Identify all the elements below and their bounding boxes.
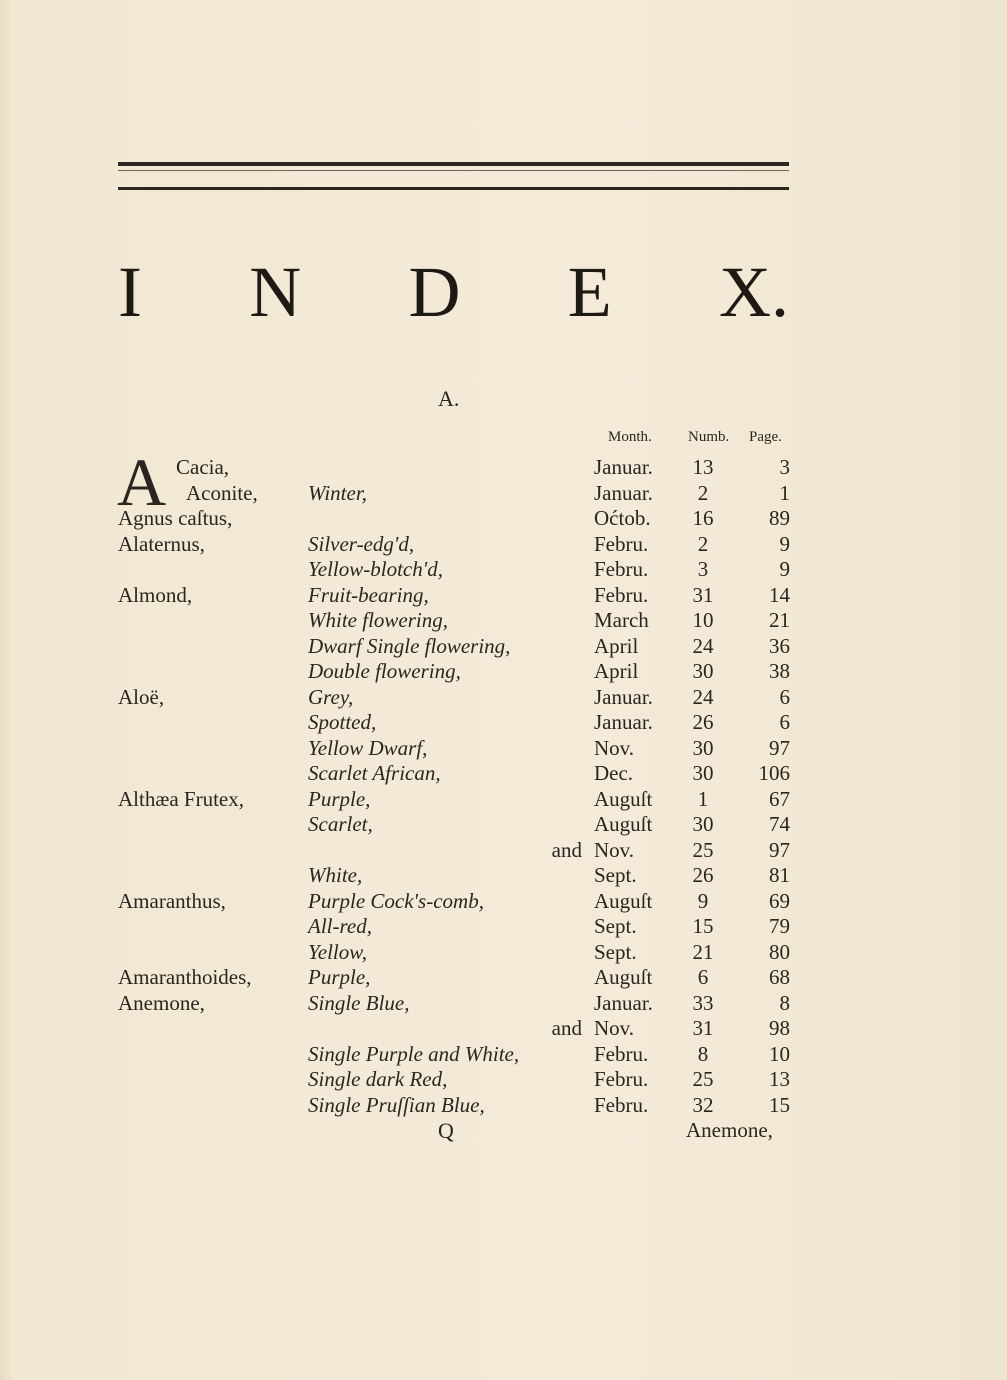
- plant-name: Amaranthus,: [118, 889, 226, 913]
- variety-name: Dwarf Single flowering,: [308, 634, 511, 658]
- variety-name: Single Purple and White,: [308, 1042, 520, 1066]
- page-cell: 9: [779, 557, 790, 581]
- month-cell: Auguſt: [594, 812, 653, 836]
- index-row: [0, 760, 1007, 786]
- month-cell: Nov.: [594, 736, 635, 760]
- variety-name: Fruit-bearing,: [308, 583, 429, 607]
- variety-name: All-red,: [308, 914, 372, 938]
- index-row: [0, 582, 1007, 608]
- column-header-page: Page.: [749, 429, 782, 445]
- month-cell: Januar.: [594, 991, 653, 1015]
- page-cell: 69: [769, 889, 790, 913]
- title-letter: X.: [718, 252, 789, 332]
- catchword: Anemone,: [686, 1118, 773, 1142]
- variety-name: White,: [308, 863, 363, 887]
- page-cell: 21: [769, 608, 790, 632]
- variety-name: Single Blue,: [308, 991, 410, 1015]
- top-rule: [118, 162, 789, 166]
- number-cell: 26: [692, 863, 714, 887]
- month-cell: Dec.: [594, 761, 634, 785]
- plant-name: Almond,: [118, 583, 193, 607]
- variety-name: Purple,: [308, 787, 371, 811]
- index-row: [0, 1041, 1007, 1067]
- number-cell: 31: [692, 583, 714, 607]
- page-cell: 3: [779, 455, 790, 479]
- index-row: [0, 480, 1007, 506]
- index-row: [0, 454, 1007, 480]
- variety-name: Scarlet African,: [308, 761, 441, 785]
- number-cell: 1: [697, 787, 709, 811]
- page-title: [118, 252, 789, 332]
- plant-name: Aconite,: [186, 481, 258, 505]
- column-header-month: Month.: [608, 429, 652, 445]
- title-letter: I: [118, 252, 142, 332]
- index-row: [0, 735, 1007, 761]
- index-row: [0, 684, 1007, 710]
- number-cell: 30: [692, 812, 714, 836]
- number-cell: 15: [692, 914, 714, 938]
- page-cell: 74: [769, 812, 790, 836]
- month-cell: March: [594, 608, 649, 632]
- number-cell: 3: [697, 557, 709, 581]
- drop-capital: A: [117, 444, 167, 520]
- number-cell: 6: [697, 965, 709, 989]
- number-cell: 24: [692, 685, 714, 709]
- index-row: [0, 964, 1007, 990]
- index-row: [0, 1092, 1007, 1118]
- top-rule-thin: [118, 170, 789, 171]
- number-cell: 32: [692, 1093, 714, 1117]
- month-cell: Sept.: [594, 940, 637, 964]
- page-cell: 1: [779, 481, 790, 505]
- page-cell: 6: [779, 685, 790, 709]
- month-cell: Sept.: [594, 863, 637, 887]
- variety-name: Double flowering,: [308, 659, 461, 683]
- month-cell: Januar.: [594, 481, 653, 505]
- page-cell: 97: [769, 838, 790, 862]
- index-row: [0, 990, 1007, 1016]
- index-row: [0, 913, 1007, 939]
- month-cell: Febru.: [594, 1067, 649, 1091]
- number-cell: 8: [697, 1042, 709, 1066]
- variety-name: Winter,: [308, 481, 367, 505]
- title-letter: E: [567, 252, 612, 332]
- month-cell: Febru.: [594, 583, 649, 607]
- index-row: [0, 1015, 1007, 1041]
- number-cell: 30: [692, 659, 714, 683]
- number-cell: 10: [692, 608, 714, 632]
- page-cell: 98: [769, 1016, 790, 1040]
- page-cell: 38: [769, 659, 790, 683]
- page-cell: 89: [769, 506, 790, 530]
- page-cell: 81: [769, 863, 790, 887]
- month-cell: Febru.: [594, 557, 649, 581]
- month-cell: Januar.: [594, 685, 653, 709]
- plant-name: Amaranthoides,: [118, 965, 252, 989]
- month-cell: Januar.: [594, 455, 653, 479]
- index-row: [0, 888, 1007, 914]
- number-cell: 21: [692, 940, 714, 964]
- month-cell: April: [594, 634, 639, 658]
- page-cell: 80: [769, 940, 790, 964]
- index-row: [0, 607, 1007, 633]
- printer-signature: Q: [438, 1118, 454, 1143]
- index-row: [0, 531, 1007, 557]
- month-cell: April: [594, 659, 639, 683]
- plant-name: Aloë,: [118, 685, 165, 709]
- number-cell: 25: [692, 1067, 714, 1091]
- month-cell: Febru.: [594, 1042, 649, 1066]
- index-row: [0, 505, 1007, 531]
- index-row: [0, 658, 1007, 684]
- plant-name: Althæa Frutex,: [118, 787, 244, 811]
- page-cell: 8: [779, 991, 790, 1015]
- index-row: [0, 837, 1007, 863]
- index-row: [0, 556, 1007, 582]
- column-header-numb: Numb.: [688, 429, 730, 445]
- variety-name: Yellow,: [308, 940, 367, 964]
- number-cell: 2: [697, 532, 709, 556]
- index-row: [0, 633, 1007, 659]
- index-row: [0, 811, 1007, 837]
- page-cell: 9: [779, 532, 790, 556]
- page-cell: 67: [769, 787, 790, 811]
- variety-name: Grey,: [308, 685, 354, 709]
- bottom-rule: [118, 187, 789, 190]
- page-cell: 15: [769, 1093, 790, 1117]
- variety-name: Scarlet,: [308, 812, 373, 836]
- variety-name: Yellow-blotch'd,: [308, 557, 443, 581]
- month-cell: Sept.: [594, 914, 637, 938]
- variety-name: Purple,: [308, 965, 371, 989]
- plant-name: Alaternus,: [118, 532, 205, 556]
- month-cell: Januar.: [594, 710, 653, 734]
- conjunction: and: [551, 838, 582, 862]
- plant-name: Anemone,: [118, 991, 205, 1015]
- number-cell: 25: [692, 838, 714, 862]
- number-cell: 33: [692, 991, 714, 1015]
- page-cell: 68: [769, 965, 790, 989]
- title-letter: D: [408, 252, 461, 332]
- variety-name: White flowering,: [308, 608, 448, 632]
- month-cell: Auguſt: [594, 965, 653, 989]
- section-heading: A.: [438, 386, 460, 411]
- number-cell: 13: [692, 455, 714, 479]
- month-cell: Oćtob.: [594, 506, 651, 530]
- variety-name: Single dark Red,: [308, 1067, 448, 1091]
- plant-name: Agnus caſtus,: [118, 506, 233, 530]
- variety-name: Silver-edg'd,: [308, 532, 415, 556]
- page-cell: 13: [769, 1067, 790, 1091]
- number-cell: 30: [692, 736, 714, 760]
- page-cell: 14: [769, 583, 790, 607]
- variety-name: Single Pruſſian Blue,: [308, 1093, 485, 1117]
- page-cell: 36: [769, 634, 790, 658]
- index-row: [0, 709, 1007, 735]
- title-letter: N: [249, 252, 302, 332]
- variety-name: Yellow Dwarf,: [308, 736, 428, 760]
- month-cell: Nov.: [594, 1016, 635, 1040]
- number-cell: 16: [692, 506, 714, 530]
- number-cell: 24: [692, 634, 714, 658]
- number-cell: 26: [692, 710, 714, 734]
- page-cell: 97: [769, 736, 790, 760]
- number-cell: 2: [697, 481, 709, 505]
- month-cell: Nov.: [594, 838, 635, 862]
- index-row: [0, 862, 1007, 888]
- index-row: [0, 786, 1007, 812]
- page-cell: 106: [758, 761, 790, 785]
- month-cell: Auguſt: [594, 787, 653, 811]
- index-row: [0, 939, 1007, 965]
- month-cell: Febru.: [594, 532, 649, 556]
- month-cell: Febru.: [594, 1093, 649, 1117]
- month-cell: Auguſt: [594, 889, 653, 913]
- plant-name: Cacia,: [176, 455, 230, 479]
- variety-name: Purple Cock's-comb,: [308, 889, 484, 913]
- page-cell: 10: [769, 1042, 790, 1066]
- variety-name: Spotted,: [308, 710, 377, 734]
- page-cell: 6: [779, 710, 790, 734]
- number-cell: 9: [697, 889, 709, 913]
- number-cell: 31: [692, 1016, 714, 1040]
- index-row: [0, 1066, 1007, 1092]
- number-cell: 30: [692, 761, 714, 785]
- page-cell: 79: [769, 914, 790, 938]
- conjunction: and: [551, 1016, 582, 1040]
